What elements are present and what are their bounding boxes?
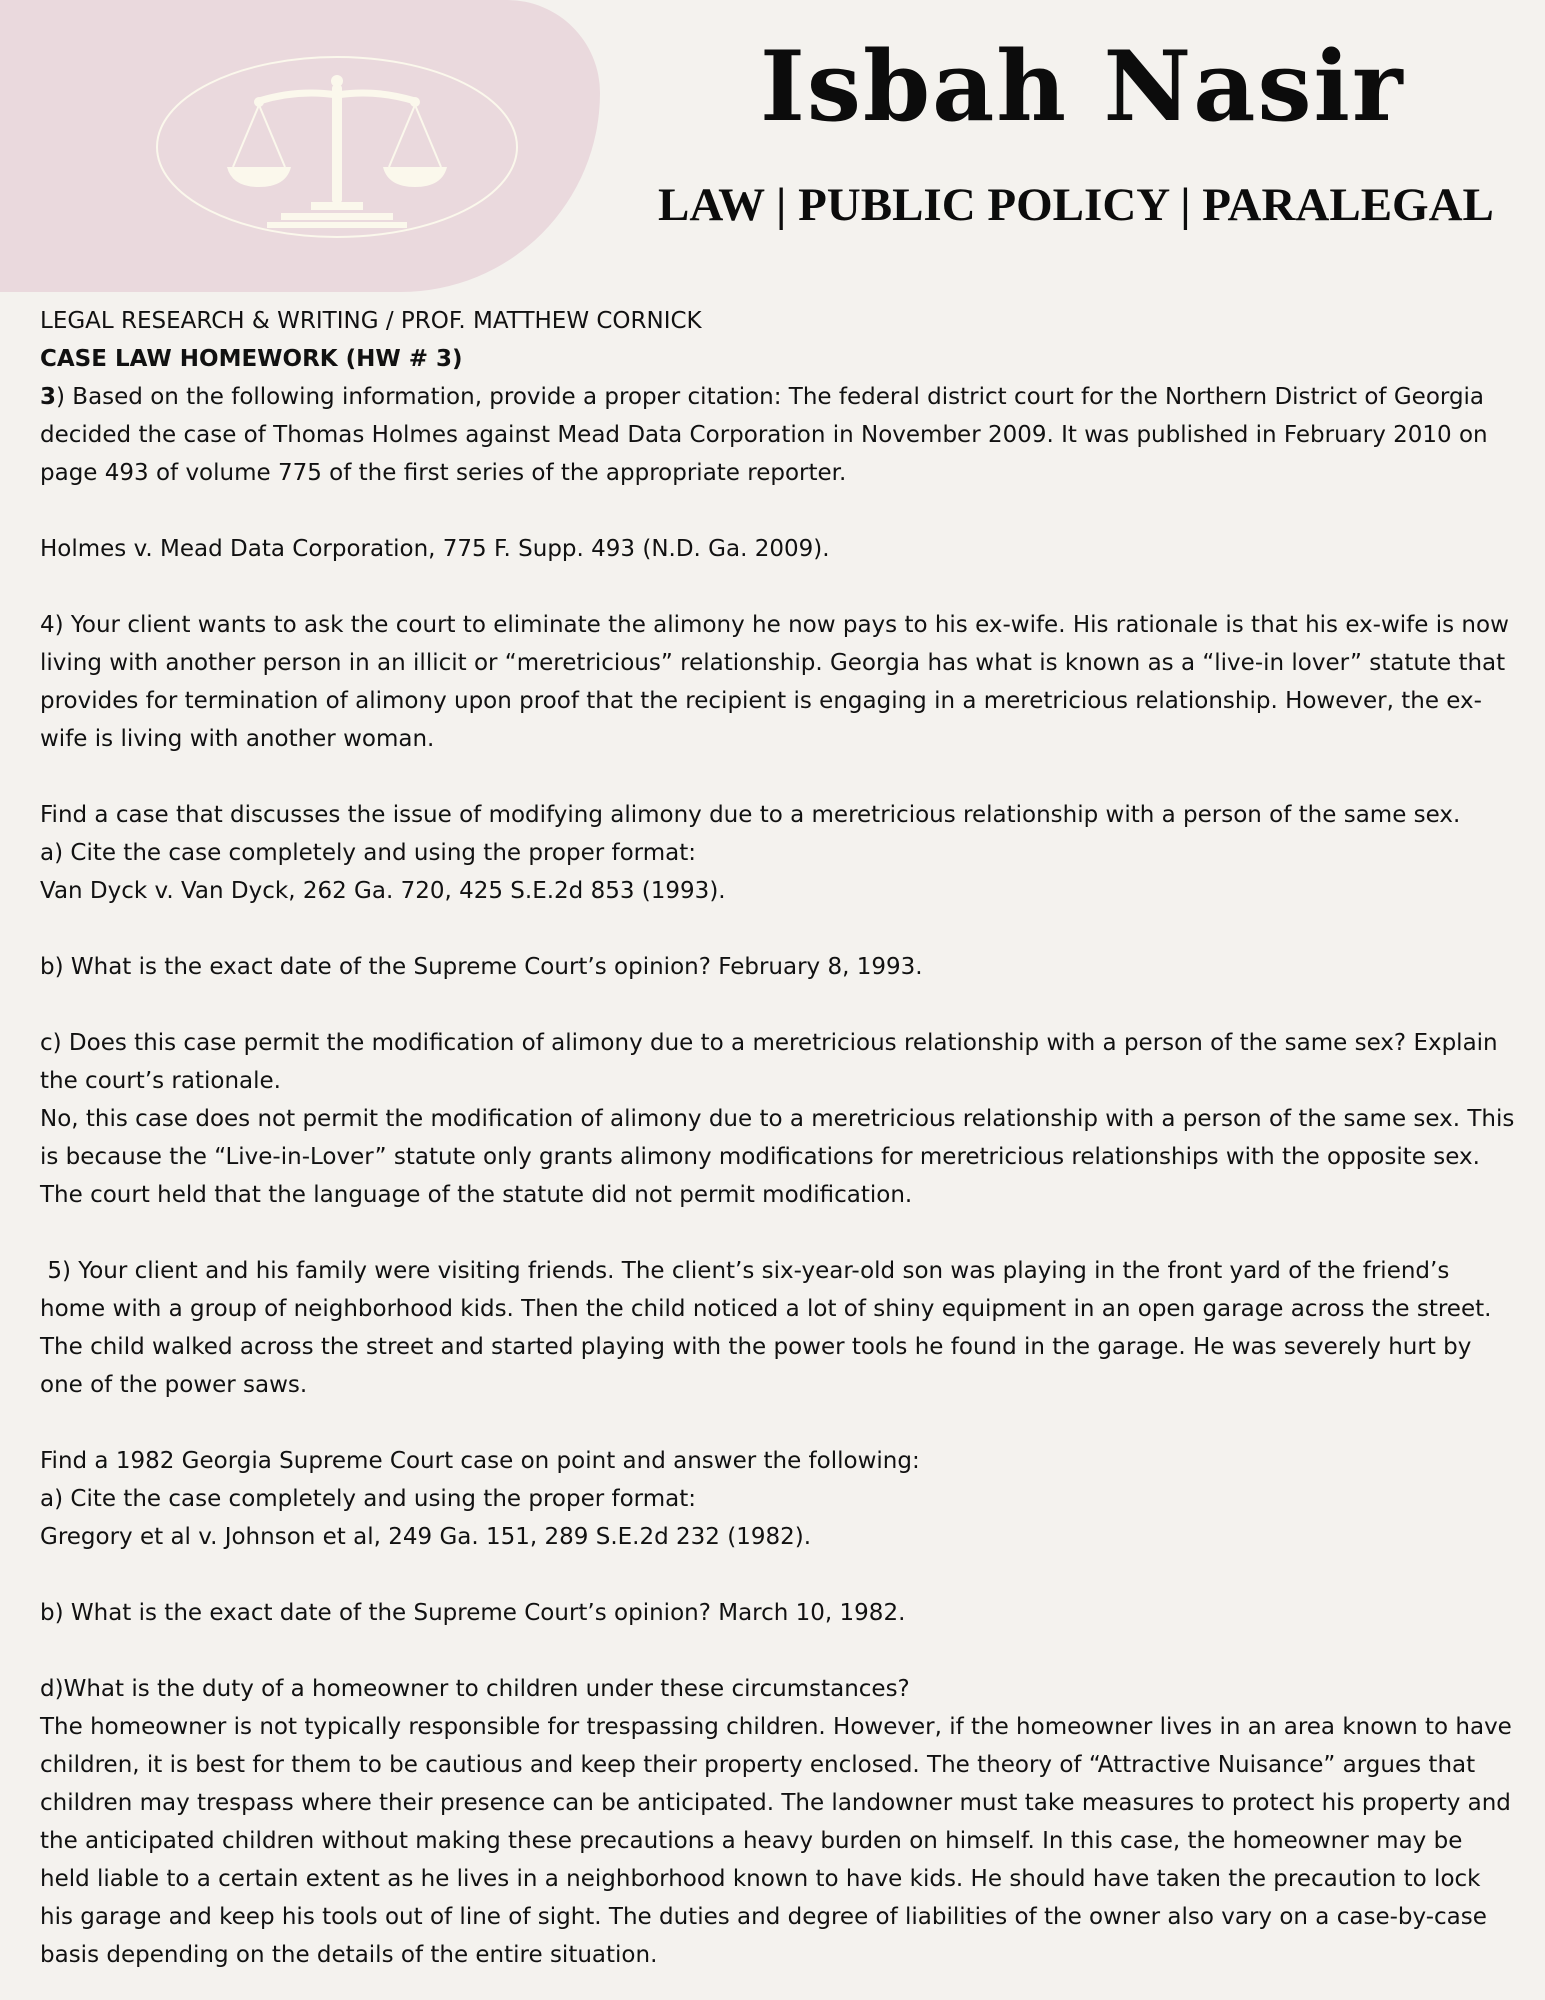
question-4-task: Find a case that discusses the issue of modifying alimony due to a meretricious relationship with a person of the same sex. [40, 802, 1461, 828]
question-5b: b) What is the exact date of the Supreme Court’s opinion? March 10, 1982. [40, 1600, 906, 1626]
question-5a: a) Cite the case completely and using the proper format: [40, 1486, 696, 1512]
author-name: Isbah Nasir [760, 30, 1405, 143]
homework-title [40, 340, 1515, 378]
question-4a-answer: Van Dyck v. Van Dyck, 262 Ga. 720, 425 S.E.2d 853 (1993). [40, 878, 726, 904]
question-4c-answer: No, this case does not permit the modification of alimony due to a meretricious relationship with a person of the same sex. This is because the “Live-in-Lover” statute only grants alimony modifications for meretricious relationships with the opposite sex. The court held that the language of the statute did not permit modification. [40, 1106, 1515, 1208]
question-3-number: 3 [40, 384, 57, 410]
question-3 [40, 378, 1515, 492]
question-5-intro: 5) Your client and his family were visiting friends. The client’s six-year-old son was playing in the front yard of the friend’s home with a group of neighborhood kids. Then the child noticed a lot of shiny equipment in an open garage across the street. The child walked across the street and started playing with the power tools he found in the garage. He was severely hurt by one of the power saws. [40, 1258, 1499, 1398]
scales-of-justice-icon [155, 55, 520, 240]
course-line: LEGAL RESEARCH & WRITING / PROF. MATTHEW CORNICK [40, 308, 702, 334]
question-4a: a) Cite the case completely and using the proper format: [40, 840, 696, 866]
question-5-task: Find a 1982 Georgia Supreme Court case on point and answer the following: [40, 1448, 920, 1474]
question-5d-answer: The homeowner is not typically responsible for trespassing children. However, if the homeowner lives in an area known to have children, it is best for them to be cautious and keep their property enclosed. The theory of “Attractive Nuisance” argues that children may trespass where their presence can be anticipated. The landowner must take measures to protect his property and the anticipated children without making these precautions a heavy burden on himself. In this case, the homeowner may be held liable to a certain extent as he lives in a neighborhood known to have kids. He should have taken the precaution to lock his garage and keep his tools out of line of sight. The duties and degree of liabilities of the owner also vary on a case-by-case basis depending on the details of the entire situation. [40, 1714, 1512, 1968]
question-4c: c) Does this case permit the modification of alimony due to a meretricious relationship with a person of the same sex? Explain the court’s rationale. [40, 1030, 1498, 1094]
question-3-answer: Holmes v. Mead Data Corporation, 775 F. Supp. 493 (N.D. Ga. 2009). [40, 536, 830, 562]
homework-title-text: CASE LAW HOMEWORK (HW # 3) [40, 346, 463, 372]
tagline: LAW | PUBLIC POLICY | PARALEGAL [658, 179, 1494, 231]
question-5d: d)What is the duty of a homeowner to children under these circumstances? [40, 1676, 910, 1702]
question-4b: b) What is the exact date of the Supreme Court’s opinion? February 8, 1993. [40, 954, 923, 980]
question-4-intro: 4) Your client wants to ask the court to eliminate the alimony he now pays to his ex-wife. His rationale is that his ex-wife is now living with another person in an illicit or “meretricious” relationship. Georgia has what is known as a “live-in lover” statute that provides for termination of alimony upon proof that the recipient is engaging in a meretricious relationship. However, the ex-wife is living with another woman. [40, 612, 1509, 752]
question-3-text: ) Based on the following information, provide a proper citation: The federal district court for the Northern District of Georgia decided the case of Thomas Holmes against Mead Data Corporation in November 2009. It was published in February 2010 on page 493 of volume 775 of the first series of the appropriate reporter. [40, 384, 1488, 486]
document-body [40, 302, 1515, 1974]
question-5a-answer: Gregory et al v. Johnson et al, 249 Ga. 151, 289 S.E.2d 232 (1982). [40, 1524, 812, 1550]
